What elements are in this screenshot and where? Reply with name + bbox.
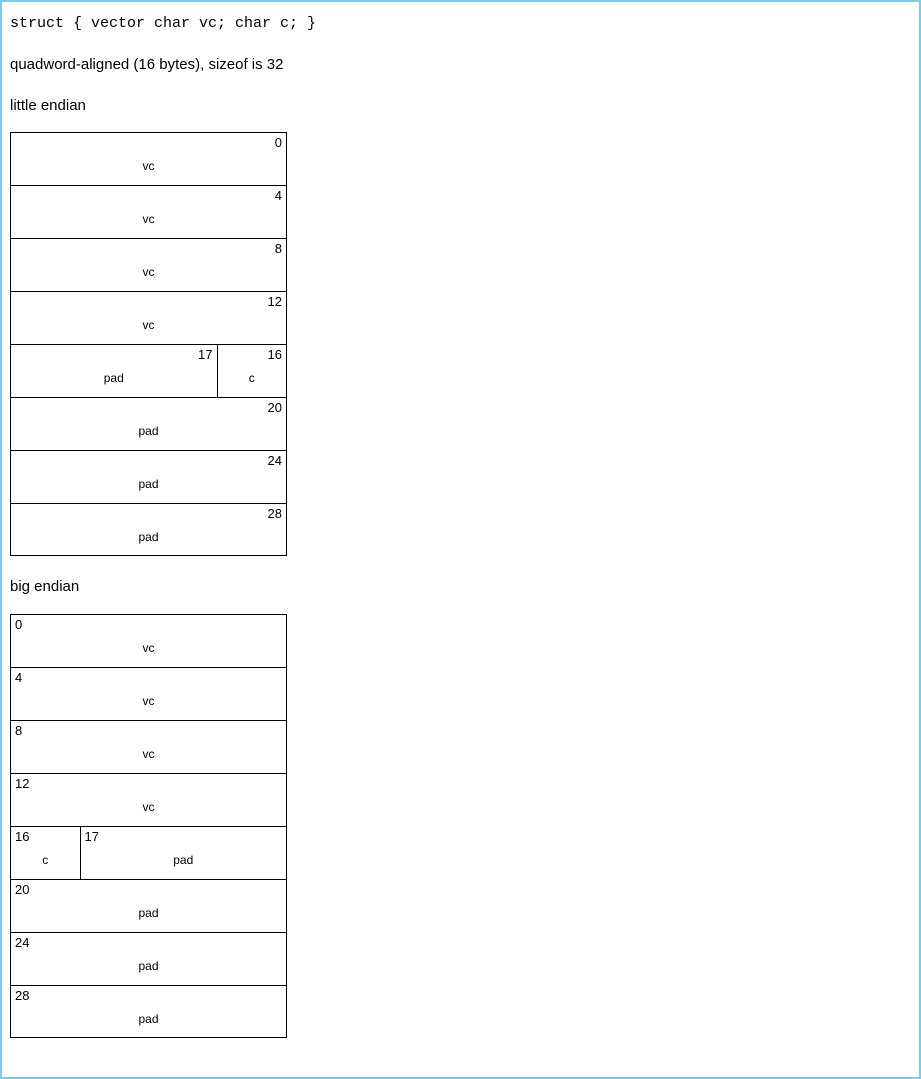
field-label: vc: [142, 747, 155, 761]
field-label: c: [42, 853, 49, 867]
field-label: vc: [142, 641, 155, 655]
memory-cell: [11, 345, 217, 397]
memory-row: [10, 614, 287, 667]
field-label: vc: [142, 212, 155, 226]
memory-cell: [11, 133, 286, 185]
byte-offset: 4: [274, 188, 282, 203]
alignment-note: quadword-aligned (16 bytes), sizeof is 32: [10, 56, 284, 73]
memory-cell: [11, 827, 80, 879]
memory-row: [10, 291, 287, 344]
byte-offset: 24: [15, 935, 30, 950]
byte-offset: 0: [274, 135, 282, 150]
memory-cell: [11, 615, 286, 667]
big-endian-layout-diagram: [10, 614, 909, 1038]
byte-offset: 24: [267, 453, 282, 468]
field-label: pad: [138, 530, 159, 544]
memory-cell: [80, 827, 287, 879]
memory-row: [10, 985, 287, 1038]
byte-offset: 8: [274, 241, 282, 256]
byte-offset: 16: [267, 347, 282, 362]
byte-offset: 17: [84, 829, 99, 844]
memory-cell: [11, 239, 286, 291]
memory-cell: [11, 186, 286, 238]
field-label: vc: [142, 800, 155, 814]
memory-row: [10, 185, 287, 238]
memory-row: [10, 132, 287, 185]
byte-offset: 12: [15, 776, 30, 791]
memory-row: [10, 503, 287, 556]
field-label: c: [248, 371, 255, 385]
field-label: pad: [138, 1012, 159, 1026]
memory-row: [10, 238, 287, 291]
byte-offset: 12: [267, 294, 282, 309]
memory-cell: [11, 292, 286, 344]
memory-row: [10, 720, 287, 773]
byte-offset: 8: [15, 723, 23, 738]
byte-offset: 28: [15, 988, 30, 1003]
byte-offset: 28: [267, 506, 282, 521]
memory-cell: [11, 398, 286, 450]
byte-offset: 4: [15, 670, 23, 685]
struct-declaration: struct { vector char vc; char c; }: [10, 15, 317, 32]
little-endian-title: little endian: [10, 97, 86, 114]
memory-cell: [11, 774, 286, 826]
byte-offset: 20: [267, 400, 282, 415]
field-label: vc: [142, 694, 155, 708]
memory-cell: [11, 721, 286, 773]
big-endian-title: big endian: [10, 578, 80, 595]
memory-cell: [217, 345, 287, 397]
memory-row: [10, 397, 287, 450]
memory-row: [10, 344, 287, 397]
byte-offset: 17: [198, 347, 213, 362]
memory-cell: [11, 504, 286, 555]
memory-row: [10, 450, 287, 503]
byte-offset: 0: [15, 617, 23, 632]
field-label: pad: [173, 853, 194, 867]
memory-row: [10, 826, 287, 879]
memory-row: [10, 932, 287, 985]
byte-offset: 16: [15, 829, 30, 844]
memory-cell: [11, 880, 286, 932]
field-label: pad: [138, 959, 159, 973]
field-label: vc: [142, 265, 155, 279]
field-label: pad: [103, 371, 124, 385]
field-label: vc: [142, 159, 155, 173]
field-label: pad: [138, 424, 159, 438]
memory-cell: [11, 451, 286, 503]
memory-cell: [11, 933, 286, 985]
byte-offset: 20: [15, 882, 30, 897]
memory-cell: [11, 668, 286, 720]
memory-row: [10, 667, 287, 720]
memory-cell: [11, 986, 286, 1037]
field-label: pad: [138, 906, 159, 920]
memory-row: [10, 879, 287, 932]
field-label: pad: [138, 477, 159, 491]
memory-row: [10, 773, 287, 826]
field-label: vc: [142, 318, 155, 332]
little-endian-layout-diagram: [10, 132, 909, 556]
